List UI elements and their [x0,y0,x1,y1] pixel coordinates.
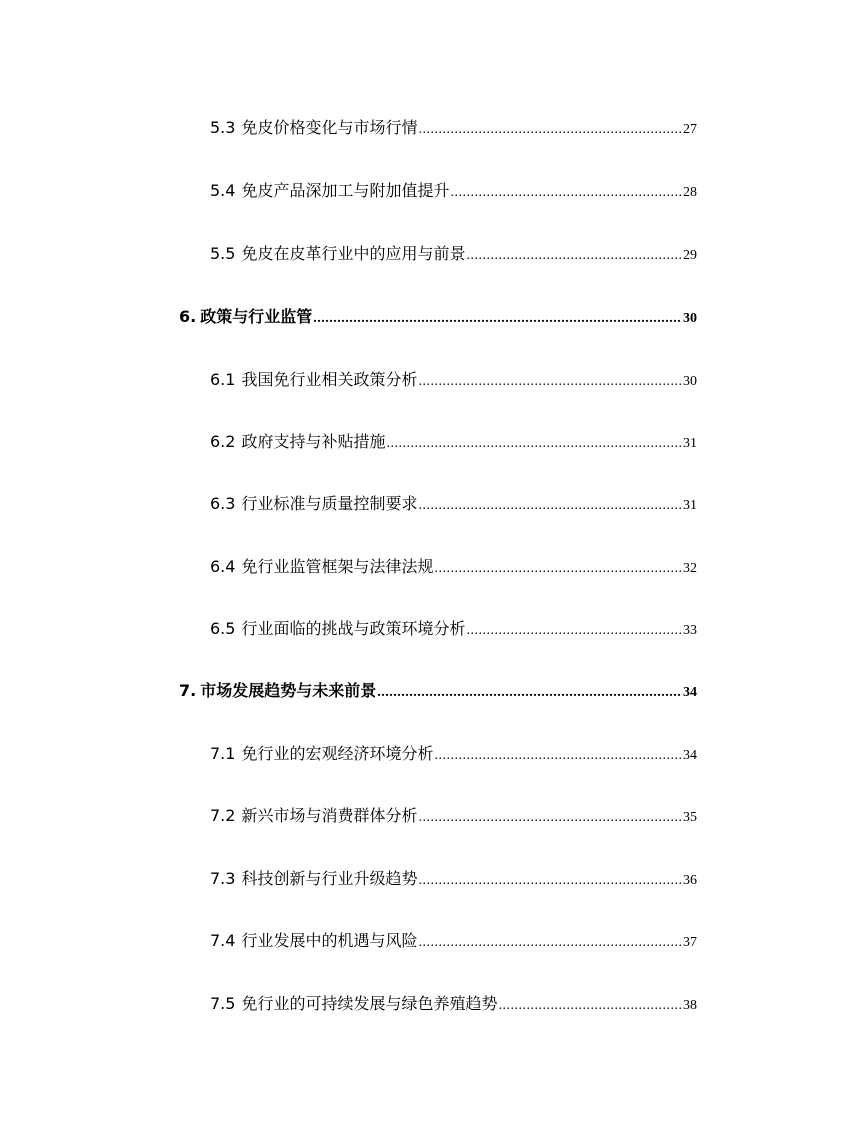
toc-entry-5-5[interactable] [210,242,697,266]
toc-page-number: 33 [683,623,697,638]
toc-dot-leader [498,994,682,1018]
toc-entry-7-3[interactable] [210,867,697,891]
toc-page-number: 34 [683,685,697,700]
toc-entry-text: 我国免行业相关政策分析 [241,370,418,389]
toc-dot-leader [418,494,682,518]
toc-dot-leader [466,619,682,643]
toc-page-number: 34 [683,748,697,763]
toc-dot-leader [466,244,682,268]
toc-entry-number: 5.5 [210,244,236,263]
toc-entry-6-5[interactable] [210,617,697,641]
toc-entry-text: 免皮在皮革行业中的应用与前景 [241,244,466,263]
toc-entry-text: 免行业的可持续发展与绿色养殖趋势 [241,994,498,1013]
toc-entry-title [210,368,417,392]
toc-entry-text: 政策与行业监管 [200,307,313,326]
toc-entry-7-4[interactable] [210,929,697,953]
toc-entry-number: 5.3 [210,118,236,137]
toc-entry-7-5[interactable] [210,992,697,1016]
toc-entry-title [179,679,376,703]
toc-page-number: 36 [683,873,697,888]
toc-entry-6-1[interactable] [210,368,697,392]
toc-entry-text: 免皮产品深加工与附加值提升 [241,181,450,200]
toc-entry-title [179,305,312,329]
toc-entry-number: 6. [179,307,197,326]
toc-dot-leader [418,806,682,830]
toc-entry-number: 7.2 [210,806,236,825]
toc-page-number: 30 [683,374,697,389]
toc-entry-title [210,617,465,641]
toc-entry-title [210,430,385,454]
toc-entry-text: 新兴市场与消费群体分析 [241,806,418,825]
toc-page-number: 31 [683,498,697,513]
toc-page-number: 30 [683,311,697,326]
toc-entry-title [210,179,449,203]
toc-entry-7-2[interactable] [210,804,697,828]
toc-entry-title [210,742,433,766]
toc-entry-text: 行业标准与质量控制要求 [241,494,418,513]
toc-page-number: 31 [683,436,697,451]
toc-entry-number: 6.1 [210,370,236,389]
toc-entry-number: 7.1 [210,744,236,763]
toc-entry-text: 免行业监管框架与法律法规 [241,557,434,576]
toc-page-number: 27 [683,122,697,137]
toc-dot-leader [377,681,682,705]
toc-dot-leader [434,744,682,768]
toc-page-number: 37 [683,935,697,950]
toc-entry-title [210,492,417,516]
toc-dot-leader [418,118,682,142]
toc-entry-5-3[interactable] [210,116,697,140]
toc-entry-number: 7.4 [210,931,236,950]
toc-page-number: 35 [683,810,697,825]
toc-dot-leader [386,432,682,456]
toc-entry-title [210,242,465,266]
toc-page-number: 28 [683,185,697,200]
toc-entry-title [210,555,433,579]
toc-entry-title [210,929,417,953]
toc-dot-leader [418,370,682,394]
toc-entry-title [210,867,417,891]
toc-dot-leader [418,869,682,893]
toc-entry-6[interactable] [179,305,697,329]
toc-entry-6-4[interactable] [210,555,697,579]
toc-entry-6-3[interactable] [210,492,697,516]
toc-entry-text: 科技创新与行业升级趋势 [241,869,418,888]
toc-page-number: 29 [683,248,697,263]
toc-entry-number: 7. [179,681,197,700]
toc-entry-text: 市场发展趋势与未来前景 [200,681,377,700]
toc-entry-number: 5.4 [210,181,236,200]
toc-entry-text: 行业发展中的机遇与风险 [241,931,418,950]
toc-entry-title [210,116,417,140]
toc-dot-leader [418,931,682,955]
toc-entry-title [210,804,417,828]
toc-entry-6-2[interactable] [210,430,697,454]
toc-entry-number: 6.3 [210,494,236,513]
toc-dot-leader [450,181,682,205]
toc-entry-text: 政府支持与补贴措施 [241,432,386,451]
toc-entry-number: 6.2 [210,432,236,451]
toc-entry-7-1[interactable] [210,742,697,766]
toc-dot-leader [434,557,682,581]
toc-page-number: 32 [683,561,697,576]
toc-page-number: 38 [683,998,697,1013]
toc-entry-7[interactable] [179,679,697,703]
toc-entry-number: 7.3 [210,869,236,888]
toc-entry-number: 6.4 [210,557,236,576]
toc-entry-text: 免行业的宏观经济环境分析 [241,744,434,763]
toc-entry-number: 7.5 [210,994,236,1013]
toc-entry-text: 免皮价格变化与市场行情 [241,118,418,137]
toc-dot-leader [313,307,682,331]
toc-entry-text: 行业面临的挑战与政策环境分析 [241,619,466,638]
toc-entry-title [210,992,497,1016]
toc-entry-5-4[interactable] [210,179,697,203]
toc-entry-number: 6.5 [210,619,236,638]
